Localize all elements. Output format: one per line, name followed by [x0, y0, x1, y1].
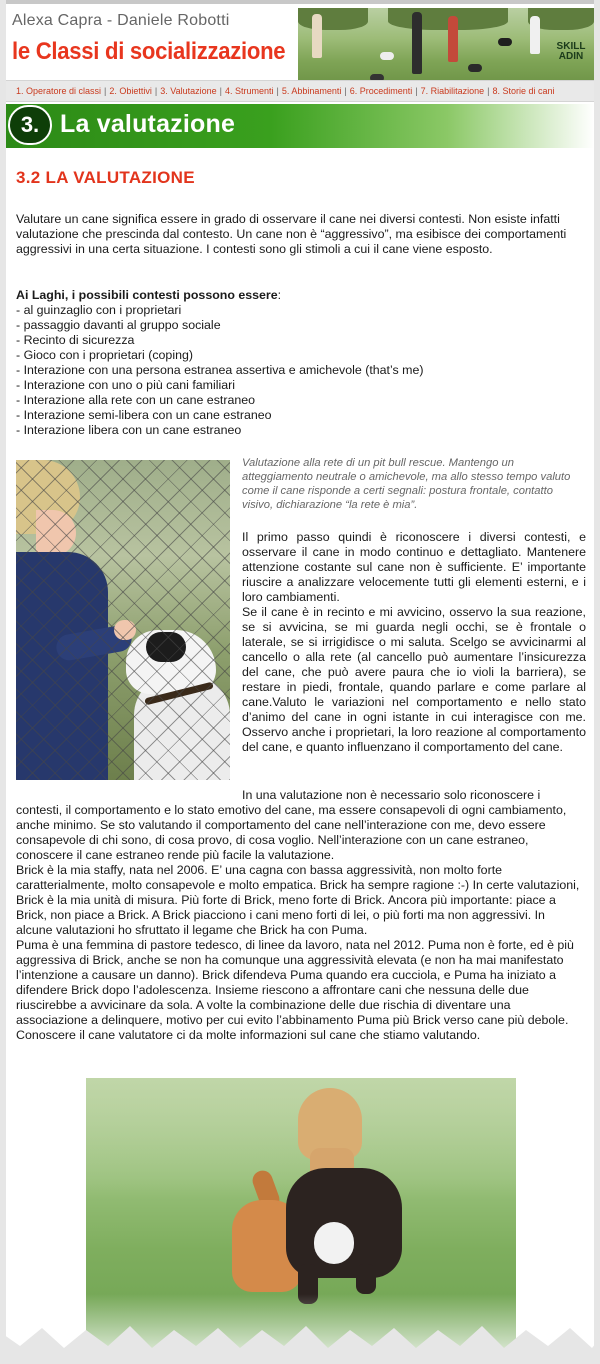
contexts-list-intro-bold: Ai Laghi, i possibili contesti possono essere [16, 288, 278, 302]
nav-separator: | [219, 86, 222, 96]
nav-item-strumenti[interactable]: 4. Strumenti [224, 86, 274, 96]
nav-item-riabilitazione[interactable]: 7. Riabilitazione [420, 86, 485, 96]
nav-separator: | [276, 86, 279, 96]
list-item: - passaggio davanti al gruppo sociale [16, 318, 221, 332]
torn-edge-decoration [0, 1318, 600, 1364]
paragraph-line: Brick è la mia staffy, nata nel 2006. E’ una cagna con bassa aggressività, non molto forte caratterialmente, molto consapevole e molto empatica. Brick ha sempre ragione :-) In certe valutazioni, Brick è la mia unità di misura. Più forte di Brick, meno forte di Brick. Ancora più importante: piace a Brick, non piace a Brick. A Brick piacciono i cani meno forti di lei, o più forti ma non aggressivi. In alcune valutazioni ho sfruttato il legame che Brick ha con Puma. [16, 863, 580, 937]
nav-separator: | [487, 86, 490, 96]
page [6, 0, 594, 1364]
header-photo-dog [468, 64, 482, 72]
photo-fence [16, 460, 230, 780]
chapter-banner [6, 104, 594, 148]
contexts-items [16, 303, 584, 438]
paragraph-line: Il primo passo quindi è riconoscere i diversi contesti, e osservare il cane in modo continuo e dettagliato. Mantenere attenzione costante sul cane non è sufficiente. E’ importante riuscire a analizzare velocemente tutti gli elementi esterni, e i loro cambiamenti. [242, 530, 586, 604]
header-photo [298, 8, 594, 84]
header-photo-person [412, 12, 422, 74]
skill-logo [554, 42, 588, 62]
list-item: - Interazione con una persona estranea assertiva e amichevole (that’s me) [16, 363, 424, 377]
photo-caption: Valutazione alla rete di un pit bull rescue. Mantengo un atteggiamento neutrale o amichevole, ma allo stesso tempo valuto come il cane risponde a certi segnali: postura frontale, contatto visivo, dichiarazione “la rete è mia”. [242, 457, 571, 511]
header-photo-person [448, 16, 458, 62]
paragraph-line: Conoscere il cane valutatore ci da molte informazioni sul cane che stiamo valutando. [16, 1028, 481, 1042]
list-item: - al guinzaglio con i proprietari [16, 303, 182, 317]
intro-paragraph: Valutare un cane significa essere in grado di osservare il cane nei diversi contesti. Non esiste infatti valutazione che prescinda dal contesto. Un cane non è “aggressivo”, ma esibisce dei comportamenti aggressivi in una certa situazione. I contesti sono gli stimoli a cui il cane viene esposto. [16, 212, 567, 256]
nav-separator: | [104, 86, 107, 96]
chapter-title: La valutazione [60, 110, 236, 138]
list-item: - Interazione libera con un cane estraneo [16, 423, 242, 437]
list-item: - Interazione semi-libera con un cane estraneo [16, 408, 272, 422]
paragraph-line: contesti, il comportamento e lo stato emotivo del cane, ma essere consapevoli di ogni cambiamento, anche minimo. Se sto valutando il comportamento del cane nell’interazione con me, devo essere consapevole di chi sono, di cosa provo, di cosa voglio. Nell’interazione con un cane estraneo, conoscere il cane estraneo rende più facile la valutazione. [16, 803, 567, 862]
photo-dog-black-chest [314, 1222, 354, 1264]
header-photo-person [312, 14, 322, 58]
chapter-number: 3. [8, 105, 52, 145]
paragraph-line: Se il cane è in recinto e mi avvicino, osservo la sua reazione, se si avvicina, se mi guarda negli occhi, se è frontale o laterale, se si irrigidisce o mi saluta. Scelgo se avvicinarmi al cancello o alla rete (al cancello può aumentare l’insicurezza del cane, che può avere paura che io violi la barriera), se restare in piedi, frontale, quando parlare e come parlare al cane.Valuto le variazioni nel comportamento e nello stato d’animo del cane in ogni istante in cui interagisce con me. Osservo anche i proprietari, la loro reazione al comportamento del cane, e quanto influenzano il comportamento del cane. [242, 605, 586, 754]
photo-dog-black [286, 1168, 402, 1278]
section-heading: 3.2 LA VALUTAZIONE [16, 168, 195, 187]
skill-logo-line2: ADIN [558, 51, 584, 62]
contexts-list-intro-colon: : [277, 288, 282, 302]
header [6, 0, 594, 80]
list-item: - Gioco con i proprietari (coping) [16, 348, 193, 362]
book-title-main: Classi di socializzazione [35, 38, 286, 65]
photo-fence-evaluation [16, 460, 230, 780]
paragraph-line: Puma è una femmina di pastore tedesco, di linee da lavoro, nata nel 2012. Puma non è forte, ed è più aggressiva di Brick, anche se non ha comunque una aggressività elevata (e non ha mai manifestato l’intenzione a causare un danno). Brick difendeva Puma quando era cucciola, e Puma ha iniziato a difendere Brick dopo l’adolescenza. Insieme riescono a affrontare cani che nessuna delle due riuscirebbe a avvicinare da sola. A volte la combinazione delle due rischia di diventare una associazione a delinquere, motivo per cui evito l’abbinamento Puma più Brick verso cane più debole. [16, 938, 574, 1027]
paragraph-first-step [242, 530, 586, 755]
nav-item-operatore[interactable]: 1. Operatore di classi [16, 86, 102, 96]
skill-logo-line1: SKILL [556, 41, 586, 52]
chapter-nav [6, 80, 594, 102]
nav-separator: | [154, 86, 158, 96]
nav-item-valutazione[interactable]: 3. Valutazione [160, 86, 217, 96]
header-photo-dog [380, 52, 394, 60]
contexts-list-intro [16, 288, 584, 303]
authors: Alexa Capra - Daniele Robotti [12, 12, 230, 29]
nav-item-obiettivi[interactable]: 2. Obiettivi [109, 86, 152, 96]
contexts-list [16, 288, 584, 438]
list-item: - Recinto di sicurezza [16, 333, 135, 347]
paragraph-brick-puma [16, 803, 584, 1043]
list-item: - Interazione con uno o più cani familiari [16, 378, 236, 392]
nav-item-storie[interactable]: 8. Storie di cani [492, 86, 555, 96]
paragraph-valuation-start: In una valutazione non è necessario solo riconoscere i [242, 788, 541, 802]
list-item: - Interazione alla rete con un cane estraneo [16, 393, 256, 407]
nav-item-abbinamenti[interactable]: 5. Abbinamenti [281, 86, 342, 96]
nav-item-procedimenti[interactable]: 6. Procedimenti [349, 86, 413, 96]
photo-dog-black-leg [356, 1264, 376, 1294]
nav-separator: | [415, 86, 418, 96]
book-title-prefix: le [12, 38, 30, 65]
header-photo-person [530, 16, 540, 54]
header-photo-dog [498, 38, 512, 46]
nav-separator: | [344, 86, 347, 96]
header-photo-trees [298, 8, 368, 30]
book-title[interactable] [12, 38, 285, 66]
